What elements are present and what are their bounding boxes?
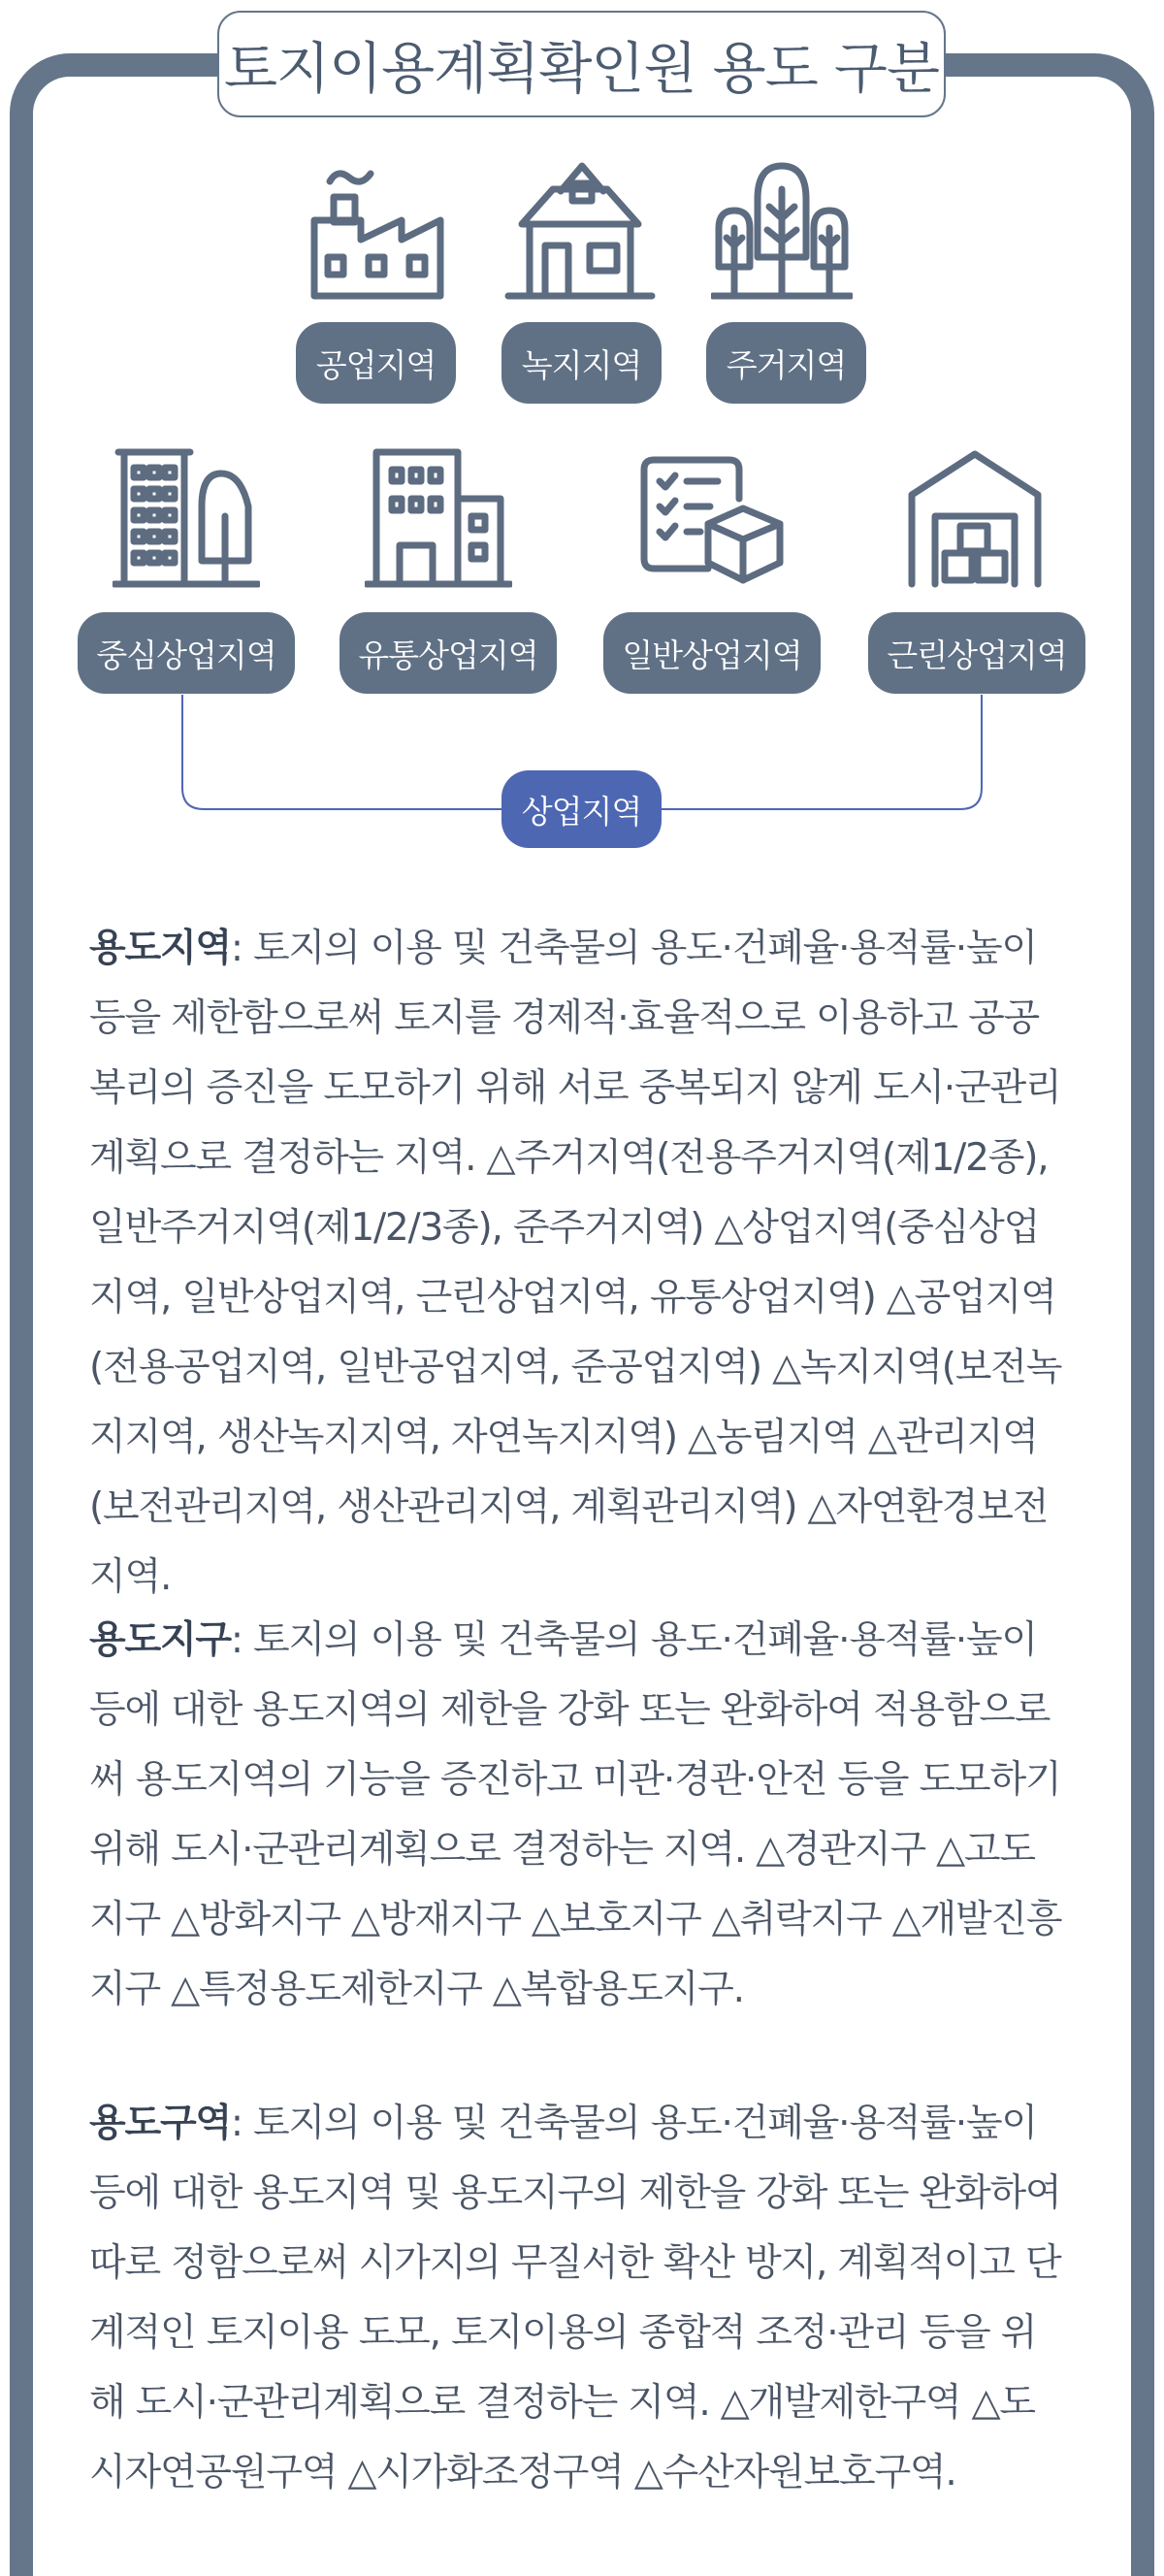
term-label: 용도구역 bbox=[89, 2102, 231, 2145]
zone-pill-industrial: 공업지역 bbox=[296, 322, 456, 404]
term-body: : 토지의 이용 및 건축물의 용도·건폐율·용적률·높이 등을 제한함으로써 토지를 경제적·효율적으로 이용하고 공공복리의 증진을 도모하기 위해 서로 중복되지 않게 도시·군관리계획으로 결정하는 지역. △주거지역(전용주거지역(제1/2종), 일반주거지역(제1/2/3종), 준주거지역) △상업지역(중심상업지역, 일반상업지역, 근린상업지역, 유통상업지역) △공업지역(전용공업지역, 일반공업지역, 준공업지역) △녹지지역(보전녹지지역, 생산녹지지역, 자연녹지지역) △농림지역 △관리지역(보전관리지역, 생산관리지역, 계획관리지역) △자연환경보전지역. bbox=[89, 927, 1062, 1599]
term-label: 용도지구 bbox=[89, 1618, 231, 1662]
term-body: : 토지의 이용 및 건축물의 용도·건폐율·용적률·높이 등에 대한 용도지역의 제한을 강화 또는 완화하여 적용함으로써 용도지역의 기능을 증진하고 미관·경관·안전 등을 도모하기 위해 도시·군관리계획으로 결정하는 지역. △경관지구 △고도지구 △방화지구 △방재지구 △보호지구 △취락지구 △개발진흥지구 △특정용도제한지구 △복합용도지구. bbox=[89, 1618, 1062, 2011]
zone-pill-residential: 주거지역 bbox=[706, 322, 866, 404]
definition-zoning-zone bbox=[89, 2089, 1064, 2508]
zone-pill-general-commercial: 일반상업지역 bbox=[603, 612, 821, 694]
term-body: : 토지의 이용 및 건축물의 용도·건폐율·용적률·높이 등에 대한 용도지역 및 용도지구의 제한을 강화 또는 완화하여 따로 정함으로써 시가지의 무질서한 확산 방지, 계획적이고 단계적인 토지이용 도모, 토지이용의 종합적 조정·관리 등을 위해 도시·군관리계획으로 결정하는 지역. △개발제한구역 △도시자연공원구역 △시가화조정구역 △수산자원보호구역. bbox=[89, 2102, 1061, 2494]
zone-pill-distribution-commercial: 유통상업지역 bbox=[340, 612, 557, 694]
page-title: 토지이용계획확인원 용도 구분 bbox=[217, 11, 946, 117]
commercial-connector-line bbox=[0, 0, 1164, 873]
zone-pill-green: 녹지지역 bbox=[501, 322, 662, 404]
zone-pill-neighborhood-commercial: 근린상업지역 bbox=[868, 612, 1085, 694]
term-label: 용도지역 bbox=[89, 927, 231, 970]
zone-pill-central-commercial: 중심상업지역 bbox=[78, 612, 295, 694]
definition-zoning-district bbox=[89, 1606, 1064, 2025]
commercial-group-pill: 상업지역 bbox=[501, 770, 662, 848]
definition-zoning-area bbox=[89, 914, 1064, 1613]
